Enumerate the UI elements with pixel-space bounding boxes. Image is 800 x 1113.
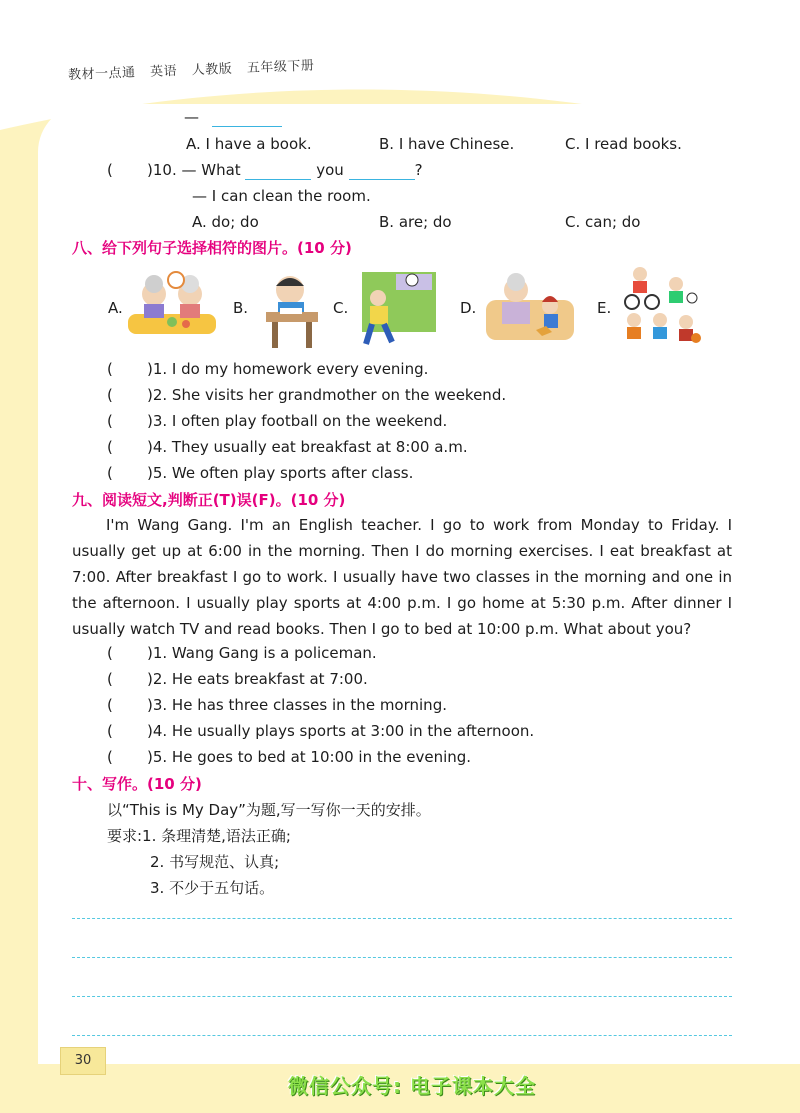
requirement-3: 3. 不少于五句话。	[150, 879, 275, 897]
picture-label-a: A.	[108, 299, 123, 317]
section9-item-3	[107, 696, 447, 714]
q10-option-c: C. can; do	[565, 213, 641, 231]
item-text: )5. He goes to bed at 10:00 in the evening.	[147, 748, 472, 766]
q10-answer-paren[interactable]: (	[107, 161, 113, 179]
q10-option-a: A. do; do	[192, 213, 259, 231]
picture-label-e: E.	[597, 299, 612, 317]
section9-title: 九、阅读短文,判断正(T)误(F)。(10 分)	[72, 491, 346, 509]
requirement-2: 2. 书写规范、认真;	[150, 853, 280, 871]
section8-item-2	[107, 386, 506, 404]
answer-paren[interactable]: (	[107, 438, 113, 456]
kids-sports-picture	[618, 264, 702, 348]
item-text: )2. He eats breakfast at 7:00.	[147, 670, 368, 688]
q10-option-b: B. are; do	[379, 213, 452, 231]
section8-title: 八、给下列句子选择相符的图片。(10 分)	[72, 239, 352, 257]
answer-paren[interactable]: (	[107, 464, 113, 482]
q10-end: ?	[414, 161, 423, 179]
q10-blank-1[interactable]	[245, 161, 311, 180]
section9-item-5	[107, 748, 471, 766]
picture-label-d: D.	[460, 299, 477, 317]
q9-dash: —	[184, 108, 199, 126]
item-text: )3. I often play football on the weekend.	[147, 412, 448, 430]
q10-question	[107, 161, 423, 180]
picture-label-b: B.	[233, 299, 249, 317]
writing-line[interactable]	[72, 996, 732, 997]
section10-title: 十、写作。(10 分)	[72, 775, 202, 793]
answer-paren[interactable]: (	[107, 386, 113, 404]
item-text: )4. He usually plays sports at 3:00 in the afternoon.	[147, 722, 535, 740]
q10-blank-2[interactable]	[349, 161, 415, 180]
item-text: )4. They usually eat breakfast at 8:00 a.m.	[147, 438, 468, 456]
header-grade: 五年级下册	[246, 58, 315, 77]
q9-answer-line	[184, 108, 282, 127]
header-subject: 英语	[149, 63, 178, 80]
picture-label-c: C.	[333, 299, 349, 317]
q10-mid: you	[316, 161, 344, 179]
item-text: )5. We often play sports after class.	[147, 464, 414, 482]
q9-option-a: A. I have a book.	[186, 135, 312, 153]
section8-item-4	[107, 438, 468, 456]
family-breakfast-picture	[124, 270, 220, 342]
writing-line[interactable]	[72, 1035, 732, 1036]
answer-paren[interactable]: (	[107, 644, 113, 662]
section8-item-3	[107, 412, 447, 430]
q9-blank[interactable]	[212, 108, 282, 127]
reading-passage	[72, 512, 732, 642]
q10-answer: — I can clean the room.	[192, 187, 371, 205]
q9-option-b: B. I have Chinese.	[379, 135, 515, 153]
football-picture	[356, 268, 438, 350]
passage-text: I'm Wang Gang. I'm an English teacher. I go to work from Monday to Friday. I usually get up at 6:00 in the morning. Then I do morning exercises. I eat breakfast at 7:00. After breakfast I go to work. I usually have two classes in the morning and one in the afternoon. I usually play sports at 4:00 p.m. I go home at 5:30 p.m. After dinner I usually watch TV and read books. Then I go to bed at 10:00 p.m. What about you?	[72, 516, 732, 638]
answer-paren[interactable]: (	[107, 696, 113, 714]
answer-paren[interactable]: (	[107, 412, 113, 430]
header-edition: 人教版	[191, 61, 233, 79]
boy-homework-picture	[262, 270, 322, 352]
grandmother-visit-picture	[484, 270, 576, 342]
section9-item-4	[107, 722, 534, 740]
writing-prompt: 以“This is My Day”为题,写一写你一天的安排。	[107, 801, 431, 819]
section8-item-5	[107, 464, 413, 482]
answer-paren[interactable]: (	[107, 360, 113, 378]
requirement-1: 要求:1. 条理清楚,语法正确;	[107, 827, 291, 845]
item-text: )2. She visits her grandmother on the weekend.	[147, 386, 507, 404]
header-book: 教材一点通	[67, 65, 136, 83]
answer-paren[interactable]: (	[107, 748, 113, 766]
answer-paren[interactable]: (	[107, 670, 113, 688]
writing-line[interactable]	[72, 918, 732, 919]
item-text: )1. Wang Gang is a policeman.	[147, 644, 377, 662]
item-text: )1. I do my homework every evening.	[147, 360, 429, 378]
item-text: )3. He has three classes in the morning.	[147, 696, 447, 714]
q10-text: )10. — What	[147, 161, 241, 179]
section9-item-1	[107, 644, 377, 662]
section8-item-1	[107, 360, 428, 378]
page-number: 30	[60, 1047, 106, 1075]
section9-item-2	[107, 670, 368, 688]
answer-paren[interactable]: (	[107, 722, 113, 740]
writing-line[interactable]	[72, 957, 732, 958]
watermark: 微信公众号: 电子课本大全	[288, 1074, 536, 1098]
q9-option-c: C. I read books.	[565, 135, 682, 153]
